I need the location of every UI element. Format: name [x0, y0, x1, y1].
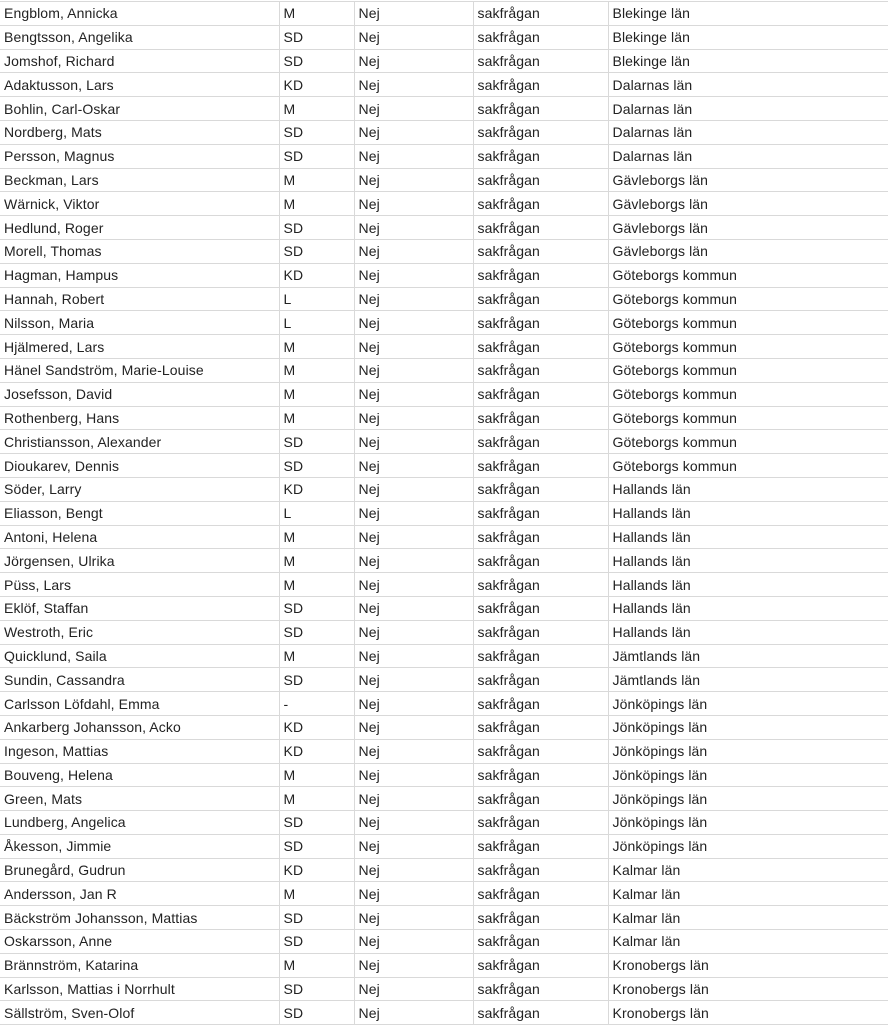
reason-cell: sakfrågan	[473, 739, 608, 763]
vote-cell: Nej	[354, 763, 473, 787]
reason-cell: sakfrågan	[473, 596, 608, 620]
district-cell: Hallands län	[608, 549, 888, 573]
party-cell: SD	[279, 454, 354, 478]
district-cell: Hallands län	[608, 477, 888, 501]
party-cell: KD	[279, 73, 354, 97]
table-row	[0, 882, 888, 906]
table-row	[0, 216, 888, 240]
vote-cell: Nej	[354, 834, 473, 858]
table-row	[0, 715, 888, 739]
table-row	[0, 596, 888, 620]
table-row	[0, 525, 888, 549]
member-name-cell: Christiansson, Alexander	[0, 430, 279, 454]
table-row	[0, 787, 888, 811]
reason-cell: sakfrågan	[473, 477, 608, 501]
table-row	[0, 49, 888, 73]
district-cell: Göteborgs kommun	[608, 382, 888, 406]
table-row	[0, 573, 888, 597]
district-cell: Kalmar län	[608, 906, 888, 930]
reason-cell: sakfrågan	[473, 834, 608, 858]
reason-cell: sakfrågan	[473, 930, 608, 954]
party-cell: SD	[279, 977, 354, 1001]
district-cell: Jämtlands län	[608, 668, 888, 692]
party-cell: KD	[279, 263, 354, 287]
table-row	[0, 977, 888, 1001]
member-name-cell: Eliasson, Bengt	[0, 501, 279, 525]
party-cell: SD	[279, 430, 354, 454]
vote-cell: Nej	[354, 120, 473, 144]
table-row	[0, 335, 888, 359]
table-row	[0, 25, 888, 49]
vote-cell: Nej	[354, 811, 473, 835]
vote-cell: Nej	[354, 787, 473, 811]
party-cell: M	[279, 763, 354, 787]
district-cell: Blekinge län	[608, 25, 888, 49]
district-cell: Göteborgs kommun	[608, 335, 888, 359]
reason-cell: sakfrågan	[473, 335, 608, 359]
vote-cell: Nej	[354, 739, 473, 763]
member-name-cell: Jomshof, Richard	[0, 49, 279, 73]
member-name-cell: Quicklund, Saila	[0, 644, 279, 668]
vote-cell: Nej	[354, 25, 473, 49]
member-name-cell: Hannah, Robert	[0, 287, 279, 311]
reason-cell: sakfrågan	[473, 311, 608, 335]
party-cell: KD	[279, 477, 354, 501]
district-cell: Jämtlands län	[608, 644, 888, 668]
member-name-cell: Dioukarev, Dennis	[0, 454, 279, 478]
member-name-cell: Söder, Larry	[0, 477, 279, 501]
vote-cell: Nej	[354, 263, 473, 287]
reason-cell: sakfrågan	[473, 2, 608, 26]
vote-cell: Nej	[354, 858, 473, 882]
vote-cell: Nej	[354, 1001, 473, 1025]
member-name-cell: Bohlin, Carl-Oskar	[0, 97, 279, 121]
district-cell: Göteborgs kommun	[608, 358, 888, 382]
party-cell: M	[279, 382, 354, 406]
member-name-cell: Bäckström Johansson, Mattias	[0, 906, 279, 930]
table-row	[0, 811, 888, 835]
member-name-cell: Adaktusson, Lars	[0, 73, 279, 97]
member-name-cell: Persson, Magnus	[0, 144, 279, 168]
table-row	[0, 263, 888, 287]
district-cell: Göteborgs kommun	[608, 406, 888, 430]
table-row	[0, 953, 888, 977]
district-cell: Kalmar län	[608, 930, 888, 954]
reason-cell: sakfrågan	[473, 977, 608, 1001]
party-cell: M	[279, 787, 354, 811]
reason-cell: sakfrågan	[473, 73, 608, 97]
vote-cell: Nej	[354, 501, 473, 525]
reason-cell: sakfrågan	[473, 430, 608, 454]
party-cell: M	[279, 168, 354, 192]
vote-cell: Nej	[354, 454, 473, 478]
vote-cell: Nej	[354, 2, 473, 26]
district-cell: Göteborgs kommun	[608, 430, 888, 454]
table-row	[0, 739, 888, 763]
party-cell: KD	[279, 715, 354, 739]
member-name-cell: Morell, Thomas	[0, 239, 279, 263]
district-cell: Göteborgs kommun	[608, 454, 888, 478]
reason-cell: sakfrågan	[473, 573, 608, 597]
member-name-cell: Åkesson, Jimmie	[0, 834, 279, 858]
district-cell: Dalarnas län	[608, 73, 888, 97]
vote-cell: Nej	[354, 358, 473, 382]
vote-cell: Nej	[354, 192, 473, 216]
vote-cell: Nej	[354, 239, 473, 263]
table-row	[0, 906, 888, 930]
table-row	[0, 834, 888, 858]
district-cell: Dalarnas län	[608, 120, 888, 144]
district-cell: Kronobergs län	[608, 1001, 888, 1025]
party-cell: KD	[279, 739, 354, 763]
member-name-cell: Karlsson, Mattias i Norrhult	[0, 977, 279, 1001]
party-cell: L	[279, 501, 354, 525]
reason-cell: sakfrågan	[473, 692, 608, 716]
table-row	[0, 382, 888, 406]
district-cell: Kalmar län	[608, 882, 888, 906]
table-row	[0, 287, 888, 311]
reason-cell: sakfrågan	[473, 953, 608, 977]
member-name-cell: Antoni, Helena	[0, 525, 279, 549]
member-name-cell: Andersson, Jan R	[0, 882, 279, 906]
table-row	[0, 144, 888, 168]
reason-cell: sakfrågan	[473, 49, 608, 73]
district-cell: Dalarnas län	[608, 144, 888, 168]
member-name-cell: Sällström, Sven-Olof	[0, 1001, 279, 1025]
party-cell: -	[279, 692, 354, 716]
member-name-cell: Brunegård, Gudrun	[0, 858, 279, 882]
party-cell: SD	[279, 25, 354, 49]
reason-cell: sakfrågan	[473, 501, 608, 525]
table-row	[0, 239, 888, 263]
vote-cell: Nej	[354, 977, 473, 1001]
table-row	[0, 858, 888, 882]
district-cell: Göteborgs kommun	[608, 287, 888, 311]
member-name-cell: Ankarberg Johansson, Acko	[0, 715, 279, 739]
vote-cell: Nej	[354, 882, 473, 906]
member-name-cell: Green, Mats	[0, 787, 279, 811]
reason-cell: sakfrågan	[473, 382, 608, 406]
member-name-cell: Westroth, Eric	[0, 620, 279, 644]
reason-cell: sakfrågan	[473, 454, 608, 478]
party-cell: SD	[279, 906, 354, 930]
reason-cell: sakfrågan	[473, 358, 608, 382]
party-cell: KD	[279, 858, 354, 882]
party-cell: SD	[279, 216, 354, 240]
district-cell: Dalarnas län	[608, 97, 888, 121]
reason-cell: sakfrågan	[473, 882, 608, 906]
reason-cell: sakfrågan	[473, 858, 608, 882]
party-cell: M	[279, 192, 354, 216]
member-name-cell: Püss, Lars	[0, 573, 279, 597]
table-row	[0, 454, 888, 478]
party-cell: L	[279, 287, 354, 311]
district-cell: Kalmar län	[608, 858, 888, 882]
reason-cell: sakfrågan	[473, 906, 608, 930]
reason-cell: sakfrågan	[473, 1001, 608, 1025]
member-name-cell: Oskarsson, Anne	[0, 930, 279, 954]
district-cell: Hallands län	[608, 573, 888, 597]
vote-cell: Nej	[354, 692, 473, 716]
party-cell: M	[279, 358, 354, 382]
reason-cell: sakfrågan	[473, 620, 608, 644]
party-cell: M	[279, 97, 354, 121]
reason-cell: sakfrågan	[473, 668, 608, 692]
vote-cell: Nej	[354, 97, 473, 121]
district-cell: Jönköpings län	[608, 763, 888, 787]
party-cell: SD	[279, 144, 354, 168]
member-name-cell: Brännström, Katarina	[0, 953, 279, 977]
party-cell: SD	[279, 668, 354, 692]
reason-cell: sakfrågan	[473, 120, 608, 144]
member-name-cell: Bouveng, Helena	[0, 763, 279, 787]
voting-table	[0, 1, 888, 1025]
vote-cell: Nej	[354, 287, 473, 311]
district-cell: Gävleborgs län	[608, 239, 888, 263]
vote-cell: Nej	[354, 216, 473, 240]
district-cell: Hallands län	[608, 501, 888, 525]
member-name-cell: Nordberg, Mats	[0, 120, 279, 144]
member-name-cell: Engblom, Annicka	[0, 2, 279, 26]
reason-cell: sakfrågan	[473, 406, 608, 430]
district-cell: Jönköpings län	[608, 811, 888, 835]
table-row	[0, 2, 888, 26]
district-cell: Jönköpings län	[608, 834, 888, 858]
reason-cell: sakfrågan	[473, 549, 608, 573]
member-name-cell: Eklöf, Staffan	[0, 596, 279, 620]
table-row	[0, 120, 888, 144]
member-name-cell: Hagman, Hampus	[0, 263, 279, 287]
member-name-cell: Jörgensen, Ulrika	[0, 549, 279, 573]
member-name-cell: Wärnick, Viktor	[0, 192, 279, 216]
district-cell: Jönköpings län	[608, 692, 888, 716]
vote-cell: Nej	[354, 335, 473, 359]
party-cell: M	[279, 406, 354, 430]
reason-cell: sakfrågan	[473, 263, 608, 287]
reason-cell: sakfrågan	[473, 239, 608, 263]
district-cell: Jönköpings län	[608, 715, 888, 739]
district-cell: Göteborgs kommun	[608, 263, 888, 287]
reason-cell: sakfrågan	[473, 787, 608, 811]
district-cell: Jönköpings län	[608, 787, 888, 811]
table-row	[0, 73, 888, 97]
member-name-cell: Rothenberg, Hans	[0, 406, 279, 430]
party-cell: M	[279, 882, 354, 906]
party-cell: SD	[279, 620, 354, 644]
reason-cell: sakfrågan	[473, 287, 608, 311]
reason-cell: sakfrågan	[473, 97, 608, 121]
district-cell: Gävleborgs län	[608, 216, 888, 240]
reason-cell: sakfrågan	[473, 644, 608, 668]
table-row	[0, 358, 888, 382]
table-row	[0, 430, 888, 454]
vote-cell: Nej	[354, 930, 473, 954]
reason-cell: sakfrågan	[473, 811, 608, 835]
member-name-cell: Beckman, Lars	[0, 168, 279, 192]
reason-cell: sakfrågan	[473, 25, 608, 49]
district-cell: Gävleborgs län	[608, 168, 888, 192]
vote-cell: Nej	[354, 525, 473, 549]
vote-cell: Nej	[354, 430, 473, 454]
member-name-cell: Nilsson, Maria	[0, 311, 279, 335]
reason-cell: sakfrågan	[473, 525, 608, 549]
member-name-cell: Carlsson Löfdahl, Emma	[0, 692, 279, 716]
party-cell: M	[279, 573, 354, 597]
district-cell: Göteborgs kommun	[608, 311, 888, 335]
reason-cell: sakfrågan	[473, 144, 608, 168]
party-cell: M	[279, 549, 354, 573]
reason-cell: sakfrågan	[473, 216, 608, 240]
member-name-cell: Ingeson, Mattias	[0, 739, 279, 763]
vote-cell: Nej	[354, 715, 473, 739]
vote-cell: Nej	[354, 620, 473, 644]
party-cell: SD	[279, 49, 354, 73]
table-row	[0, 763, 888, 787]
member-name-cell: Hänel Sandström, Marie-Louise	[0, 358, 279, 382]
party-cell: M	[279, 953, 354, 977]
table-row	[0, 692, 888, 716]
party-cell: M	[279, 525, 354, 549]
district-cell: Jönköpings län	[608, 739, 888, 763]
table-row	[0, 549, 888, 573]
party-cell: L	[279, 311, 354, 335]
party-cell: SD	[279, 834, 354, 858]
table-row	[0, 930, 888, 954]
vote-cell: Nej	[354, 644, 473, 668]
vote-cell: Nej	[354, 953, 473, 977]
district-cell: Kronobergs län	[608, 953, 888, 977]
vote-cell: Nej	[354, 668, 473, 692]
vote-cell: Nej	[354, 73, 473, 97]
reason-cell: sakfrågan	[473, 192, 608, 216]
district-cell: Blekinge län	[608, 2, 888, 26]
district-cell: Kronobergs län	[608, 977, 888, 1001]
reason-cell: sakfrågan	[473, 763, 608, 787]
vote-cell: Nej	[354, 382, 473, 406]
party-cell: SD	[279, 239, 354, 263]
vote-cell: Nej	[354, 477, 473, 501]
member-name-cell: Sundin, Cassandra	[0, 668, 279, 692]
party-cell: SD	[279, 811, 354, 835]
table-row	[0, 192, 888, 216]
reason-cell: sakfrågan	[473, 168, 608, 192]
table-row	[0, 168, 888, 192]
vote-cell: Nej	[354, 906, 473, 930]
vote-cell: Nej	[354, 168, 473, 192]
party-cell: SD	[279, 930, 354, 954]
table-row	[0, 644, 888, 668]
district-cell: Hallands län	[608, 525, 888, 549]
vote-cell: Nej	[354, 406, 473, 430]
member-name-cell: Bengtsson, Angelika	[0, 25, 279, 49]
district-cell: Hallands län	[608, 596, 888, 620]
district-cell: Blekinge län	[608, 49, 888, 73]
table-row	[0, 406, 888, 430]
voting-table-body	[0, 2, 888, 1025]
vote-cell: Nej	[354, 549, 473, 573]
party-cell: M	[279, 335, 354, 359]
party-cell: M	[279, 644, 354, 668]
vote-cell: Nej	[354, 573, 473, 597]
district-cell: Hallands län	[608, 620, 888, 644]
member-name-cell: Hedlund, Roger	[0, 216, 279, 240]
table-row	[0, 668, 888, 692]
vote-cell: Nej	[354, 49, 473, 73]
district-cell: Gävleborgs län	[608, 192, 888, 216]
vote-cell: Nej	[354, 596, 473, 620]
table-row	[0, 620, 888, 644]
table-row	[0, 1001, 888, 1025]
party-cell: SD	[279, 120, 354, 144]
party-cell: SD	[279, 1001, 354, 1025]
member-name-cell: Hjälmered, Lars	[0, 335, 279, 359]
vote-cell: Nej	[354, 144, 473, 168]
table-row	[0, 311, 888, 335]
table-row	[0, 97, 888, 121]
vote-cell: Nej	[354, 311, 473, 335]
member-name-cell: Josefsson, David	[0, 382, 279, 406]
party-cell: SD	[279, 596, 354, 620]
table-row	[0, 501, 888, 525]
member-name-cell: Lundberg, Angelica	[0, 811, 279, 835]
reason-cell: sakfrågan	[473, 715, 608, 739]
table-row	[0, 477, 888, 501]
party-cell: M	[279, 2, 354, 26]
